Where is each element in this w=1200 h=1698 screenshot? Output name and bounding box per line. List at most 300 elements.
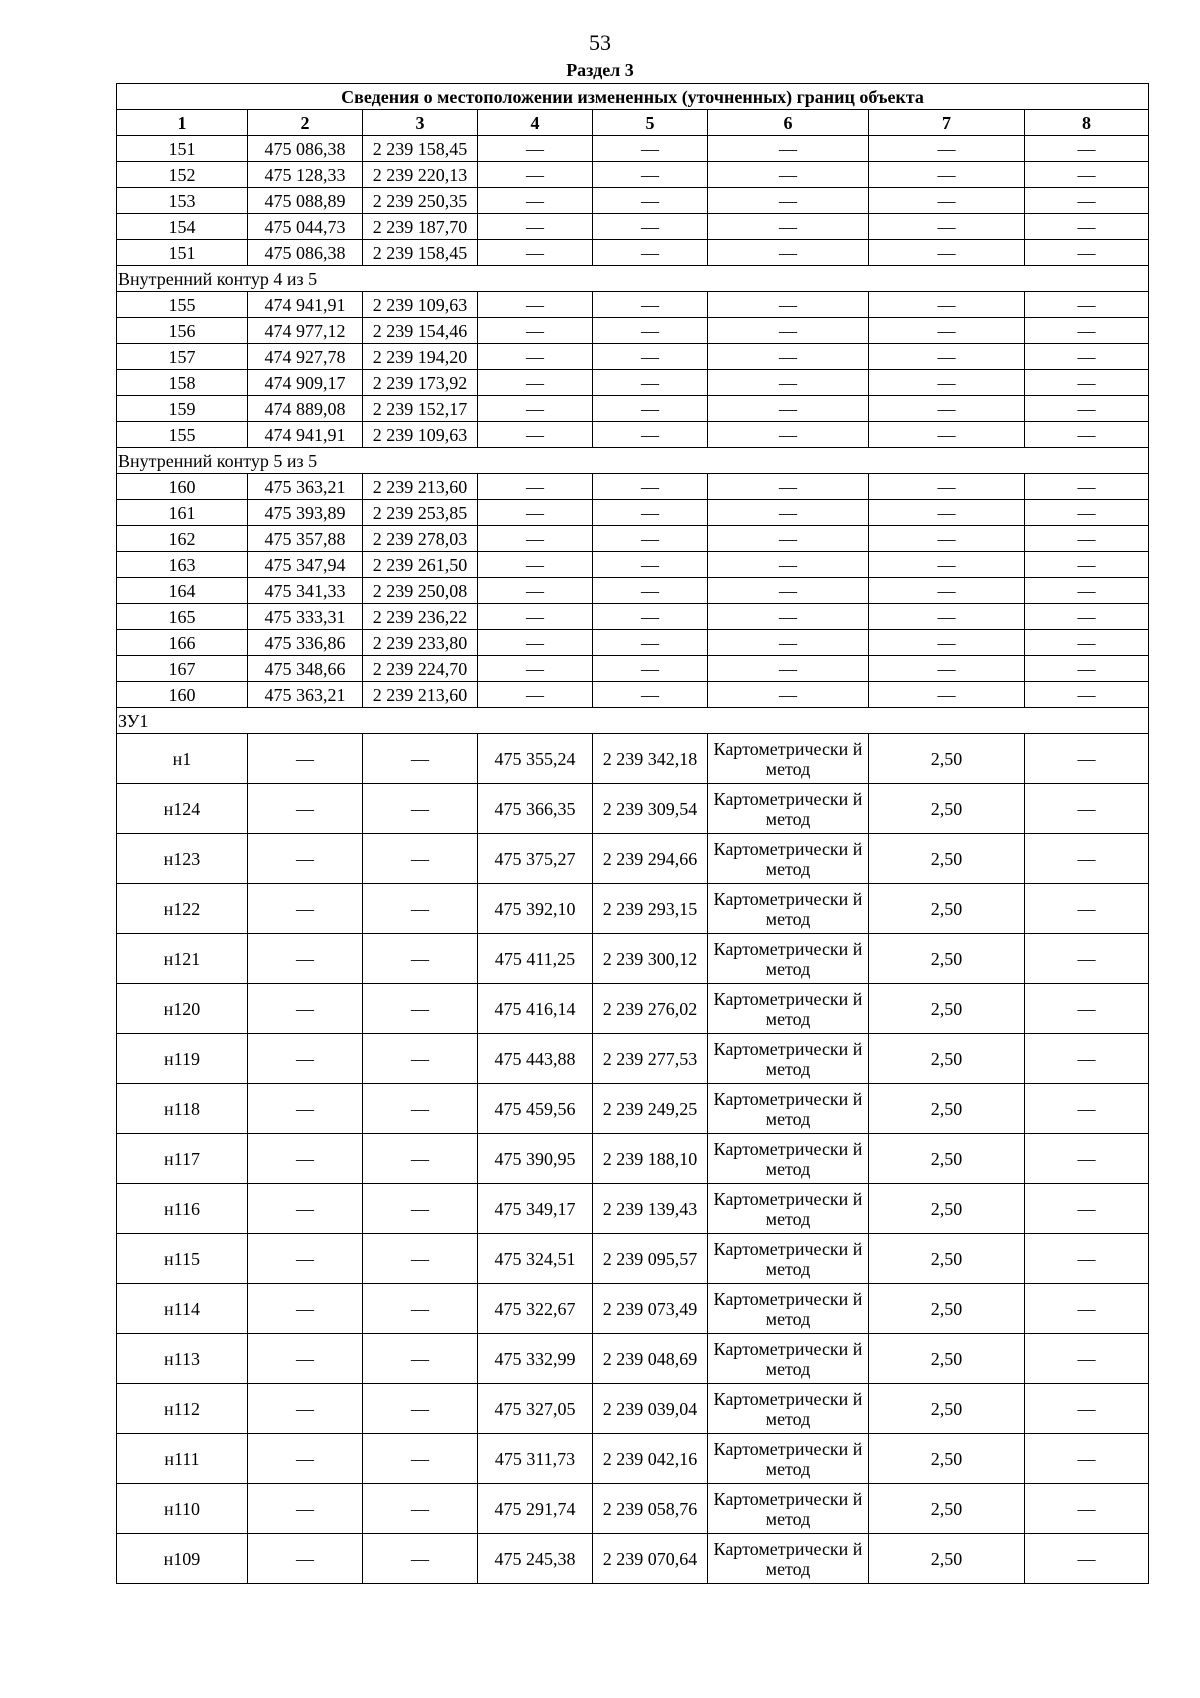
table-cell: 475 355,24 bbox=[478, 734, 593, 784]
table-row bbox=[117, 1084, 1149, 1134]
table-cell: — bbox=[593, 162, 708, 188]
table-cell: н111 bbox=[117, 1434, 248, 1484]
table-cell: — bbox=[1025, 1184, 1149, 1234]
table-cell: 475 291,74 bbox=[478, 1484, 593, 1534]
table-cell: — bbox=[478, 162, 593, 188]
table-cell: 2 239 213,60 bbox=[363, 682, 478, 708]
table-cell: — bbox=[1025, 656, 1149, 682]
table-cell: — bbox=[708, 396, 869, 422]
table-cell: — bbox=[478, 240, 593, 266]
table-cell: 2,50 bbox=[869, 1534, 1025, 1584]
table-row bbox=[117, 500, 1149, 526]
table-cell: — bbox=[708, 214, 869, 240]
table-cell: н113 bbox=[117, 1334, 248, 1384]
table-cell: — bbox=[869, 318, 1025, 344]
table-cell: — bbox=[1025, 578, 1149, 604]
table-cell: 2 239 187,70 bbox=[363, 214, 478, 240]
table-cell: 2 239 293,15 bbox=[593, 884, 708, 934]
table-cell: — bbox=[1025, 526, 1149, 552]
table-cell: — bbox=[478, 422, 593, 448]
table-cell: 2 239 139,43 bbox=[593, 1184, 708, 1234]
table-cell: 2 239 236,22 bbox=[363, 604, 478, 630]
table-cell: 475 392,10 bbox=[478, 884, 593, 934]
method-cell: Картометрически й метод bbox=[708, 1484, 869, 1534]
table-cell: — bbox=[478, 630, 593, 656]
table-cell: — bbox=[478, 578, 593, 604]
table-cell: — bbox=[248, 734, 363, 784]
contour-group-row bbox=[117, 448, 1149, 474]
table-cell: — bbox=[869, 422, 1025, 448]
table-cell: н119 bbox=[117, 1034, 248, 1084]
table-cell: — bbox=[363, 734, 478, 784]
table-cell: 164 bbox=[117, 578, 248, 604]
table-cell: 2 239 188,10 bbox=[593, 1134, 708, 1184]
table-cell: н123 bbox=[117, 834, 248, 884]
table-cell: 2 239 261,50 bbox=[363, 552, 478, 578]
table-cell: 474 977,12 bbox=[248, 318, 363, 344]
table-row bbox=[117, 884, 1149, 934]
table-cell: н122 bbox=[117, 884, 248, 934]
table-cell: — bbox=[478, 136, 593, 162]
table-cell: 2 239 249,25 bbox=[593, 1084, 708, 1134]
table-cell: 2 239 158,45 bbox=[363, 136, 478, 162]
table-cell: 2 239 213,60 bbox=[363, 474, 478, 500]
table-cell: 2 239 070,64 bbox=[593, 1534, 708, 1584]
table-cell: — bbox=[593, 214, 708, 240]
table-cell: — bbox=[1025, 784, 1149, 834]
table-cell: н114 bbox=[117, 1284, 248, 1334]
method-cell: Картометрически й метод bbox=[708, 784, 869, 834]
column-header: 1 bbox=[117, 110, 248, 136]
table-cell: 475 341,33 bbox=[248, 578, 363, 604]
table-cell: — bbox=[708, 162, 869, 188]
table-cell: — bbox=[1025, 162, 1149, 188]
table-cell: 2,50 bbox=[869, 884, 1025, 934]
table-cell: — bbox=[1025, 734, 1149, 784]
column-header: 8 bbox=[1025, 110, 1149, 136]
table-cell: — bbox=[363, 1334, 478, 1384]
page-number: 53 bbox=[589, 30, 611, 55]
table-cell: 155 bbox=[117, 292, 248, 318]
table-cell: 475 393,89 bbox=[248, 500, 363, 526]
table-cell: — bbox=[1025, 682, 1149, 708]
table-cell: 475 416,14 bbox=[478, 984, 593, 1034]
table-row bbox=[117, 784, 1149, 834]
table-cell: — bbox=[1025, 318, 1149, 344]
table-cell: — bbox=[1025, 1234, 1149, 1284]
table-row bbox=[117, 734, 1149, 784]
table-cell: — bbox=[248, 1234, 363, 1284]
column-header: 6 bbox=[708, 110, 869, 136]
table-cell: 475 128,33 bbox=[248, 162, 363, 188]
table-cell: — bbox=[869, 604, 1025, 630]
table-cell: — bbox=[363, 834, 478, 884]
table-cell: — bbox=[869, 630, 1025, 656]
table-row bbox=[117, 1234, 1149, 1284]
table-cell: 157 bbox=[117, 344, 248, 370]
table-cell: 2 239 220,13 bbox=[363, 162, 478, 188]
table-cell: 162 bbox=[117, 526, 248, 552]
table-cell: 158 bbox=[117, 370, 248, 396]
table-cell: — bbox=[593, 500, 708, 526]
table-cell: 475 375,27 bbox=[478, 834, 593, 884]
table-cell: 475 245,38 bbox=[478, 1534, 593, 1584]
table-cell: — bbox=[869, 682, 1025, 708]
table-row bbox=[117, 1334, 1149, 1384]
table-cell: — bbox=[593, 656, 708, 682]
table-cell: 475 366,35 bbox=[478, 784, 593, 834]
table-cell: — bbox=[708, 526, 869, 552]
table-row bbox=[117, 834, 1149, 884]
table-cell: — bbox=[1025, 934, 1149, 984]
table-row bbox=[117, 318, 1149, 344]
boundary-table bbox=[116, 83, 1149, 1584]
table-cell: — bbox=[1025, 1434, 1149, 1484]
table-row bbox=[117, 344, 1149, 370]
table-cell: 475 044,73 bbox=[248, 214, 363, 240]
table-cell: — bbox=[1025, 136, 1149, 162]
table-cell: н110 bbox=[117, 1484, 248, 1534]
table-cell: 2 239 277,53 bbox=[593, 1034, 708, 1084]
table-cell: 2 239 109,63 bbox=[363, 422, 478, 448]
table-cell: — bbox=[593, 526, 708, 552]
table-row bbox=[117, 1284, 1149, 1334]
table-cell: — bbox=[593, 552, 708, 578]
table-cell: н112 bbox=[117, 1384, 248, 1434]
table-cell: — bbox=[593, 474, 708, 500]
method-cell: Картометрически й метод bbox=[708, 1434, 869, 1484]
table-cell: — bbox=[869, 344, 1025, 370]
table-cell: — bbox=[248, 1534, 363, 1584]
table-cell: 161 bbox=[117, 500, 248, 526]
table-cell: — bbox=[869, 500, 1025, 526]
method-cell: Картометрически й метод bbox=[708, 1034, 869, 1084]
table-cell: 2,50 bbox=[869, 1284, 1025, 1334]
table-cell: — bbox=[1025, 1134, 1149, 1184]
table-cell: — bbox=[708, 552, 869, 578]
table-cell: 475 327,05 bbox=[478, 1384, 593, 1434]
table-cell: 2,50 bbox=[869, 1384, 1025, 1434]
table-cell: н115 bbox=[117, 1234, 248, 1284]
table-cell: — bbox=[1025, 474, 1149, 500]
table-cell: — bbox=[248, 834, 363, 884]
table-cell: — bbox=[363, 1434, 478, 1484]
column-header: 2 bbox=[248, 110, 363, 136]
table-cell: — bbox=[363, 1284, 478, 1334]
table-cell: — bbox=[478, 604, 593, 630]
table-cell: — bbox=[363, 1534, 478, 1584]
table-cell: 2,50 bbox=[869, 1234, 1025, 1284]
table-cell: — bbox=[363, 1184, 478, 1234]
table-cell: — bbox=[593, 240, 708, 266]
table-row bbox=[117, 934, 1149, 984]
table-cell: — bbox=[593, 422, 708, 448]
table-cell: 2 239 039,04 bbox=[593, 1384, 708, 1434]
method-cell: Картометрически й метод bbox=[708, 1234, 869, 1284]
table-cell: 474 941,91 bbox=[248, 422, 363, 448]
table-cell: 474 909,17 bbox=[248, 370, 363, 396]
table-cell: — bbox=[593, 136, 708, 162]
method-cell: Картометрически й метод bbox=[708, 834, 869, 884]
table-cell: — bbox=[478, 370, 593, 396]
table-cell: — bbox=[248, 1134, 363, 1184]
method-cell: Картометрически й метод bbox=[708, 1134, 869, 1184]
table-cell: — bbox=[248, 1384, 363, 1434]
table-cell: — bbox=[1025, 240, 1149, 266]
table-cell: — bbox=[869, 526, 1025, 552]
table-row bbox=[117, 1134, 1149, 1184]
table-row bbox=[117, 1034, 1149, 1084]
table-cell: — bbox=[1025, 1084, 1149, 1134]
table-cell: — bbox=[593, 682, 708, 708]
table-cell: — bbox=[708, 188, 869, 214]
table-row bbox=[117, 474, 1149, 500]
table-cell: — bbox=[1025, 1334, 1149, 1384]
column-number-row bbox=[117, 110, 1149, 136]
table-cell: 159 bbox=[117, 396, 248, 422]
table-cell: 475 363,21 bbox=[248, 682, 363, 708]
table-cell: — bbox=[1025, 1384, 1149, 1434]
table-body bbox=[117, 136, 1149, 1584]
table-row bbox=[117, 1384, 1149, 1434]
table-cell: 2 239 309,54 bbox=[593, 784, 708, 834]
table-cell: 2,50 bbox=[869, 984, 1025, 1034]
table-cell: 2 239 154,46 bbox=[363, 318, 478, 344]
table-cell: 2 239 194,20 bbox=[363, 344, 478, 370]
table-cell: — bbox=[248, 1334, 363, 1384]
table-cell: н120 bbox=[117, 984, 248, 1034]
method-cell: Картометрически й метод bbox=[708, 1284, 869, 1334]
section-title: Раздел 3 bbox=[566, 60, 634, 80]
table-cell: — bbox=[1025, 396, 1149, 422]
table-row bbox=[117, 292, 1149, 318]
table-cell: 475 336,86 bbox=[248, 630, 363, 656]
column-header: 4 bbox=[478, 110, 593, 136]
table-cell: — bbox=[363, 934, 478, 984]
table-cell: — bbox=[708, 422, 869, 448]
table-cell: — bbox=[363, 1234, 478, 1284]
table-cell: 475 357,88 bbox=[248, 526, 363, 552]
table-cell: — bbox=[869, 552, 1025, 578]
table-cell: 2 239 278,03 bbox=[363, 526, 478, 552]
table-cell: — bbox=[708, 604, 869, 630]
table-cell: — bbox=[478, 188, 593, 214]
method-cell: Картометрически й метод bbox=[708, 1534, 869, 1584]
table-cell: — bbox=[363, 1034, 478, 1084]
method-cell: Картометрически й метод bbox=[708, 1184, 869, 1234]
contour-label: Внутренний контур 5 из 5 bbox=[117, 448, 1149, 474]
table-cell: — bbox=[1025, 630, 1149, 656]
table-cell: — bbox=[708, 630, 869, 656]
table-cell: 2 239 233,80 bbox=[363, 630, 478, 656]
table-cell: — bbox=[593, 396, 708, 422]
table-cell: — bbox=[708, 500, 869, 526]
table-cell: — bbox=[869, 474, 1025, 500]
table-cell: 475 333,31 bbox=[248, 604, 363, 630]
table-cell: 2 239 042,16 bbox=[593, 1434, 708, 1484]
table-row bbox=[117, 136, 1149, 162]
table-cell: — bbox=[1025, 604, 1149, 630]
table-cell: 2 239 276,02 bbox=[593, 984, 708, 1034]
table-cell: — bbox=[363, 784, 478, 834]
table-cell: — bbox=[248, 1434, 363, 1484]
table-cell: — bbox=[869, 136, 1025, 162]
table-cell: н121 bbox=[117, 934, 248, 984]
table-cell: 2 239 048,69 bbox=[593, 1334, 708, 1384]
table-cell: — bbox=[708, 474, 869, 500]
table-cell: 475 348,66 bbox=[248, 656, 363, 682]
method-cell: Картометрически й метод bbox=[708, 1384, 869, 1434]
table-cell: — bbox=[593, 188, 708, 214]
method-cell: Картометрически й метод bbox=[708, 734, 869, 784]
table-cell: — bbox=[248, 984, 363, 1034]
table-cell: 153 bbox=[117, 188, 248, 214]
table-cell: 475 086,38 bbox=[248, 240, 363, 266]
table-cell: — bbox=[1025, 344, 1149, 370]
table-cell: 2 239 058,76 bbox=[593, 1484, 708, 1534]
table-cell: 475 332,99 bbox=[478, 1334, 593, 1384]
table-cell: — bbox=[593, 604, 708, 630]
method-cell: Картометрически й метод bbox=[708, 934, 869, 984]
table-cell: — bbox=[363, 1384, 478, 1434]
table-cell: 2 239 294,66 bbox=[593, 834, 708, 884]
table-cell: 2 239 073,49 bbox=[593, 1284, 708, 1334]
table-cell: — bbox=[593, 292, 708, 318]
table-row bbox=[117, 1184, 1149, 1234]
method-cell: Картометрически й метод bbox=[708, 1084, 869, 1134]
table-cell: 163 bbox=[117, 552, 248, 578]
table-cell: 2,50 bbox=[869, 1434, 1025, 1484]
table-cell: н1 bbox=[117, 734, 248, 784]
table-cell: — bbox=[708, 292, 869, 318]
table-row bbox=[117, 1534, 1149, 1584]
column-header: 7 bbox=[869, 110, 1025, 136]
table-cell: — bbox=[869, 240, 1025, 266]
table-cell: 165 bbox=[117, 604, 248, 630]
table-cell: — bbox=[1025, 1034, 1149, 1084]
table-cell: — bbox=[1025, 1284, 1149, 1334]
table-cell: 2,50 bbox=[869, 1134, 1025, 1184]
table-row bbox=[117, 630, 1149, 656]
table-cell: — bbox=[708, 344, 869, 370]
table-cell: 160 bbox=[117, 474, 248, 500]
table-cell: 2,50 bbox=[869, 1034, 1025, 1084]
table-cell: — bbox=[1025, 214, 1149, 240]
table-cell: — bbox=[869, 162, 1025, 188]
table-cell: 2 239 253,85 bbox=[363, 500, 478, 526]
table-cell: — bbox=[478, 552, 593, 578]
table-row bbox=[117, 682, 1149, 708]
table-cell: — bbox=[1025, 422, 1149, 448]
table-cell: — bbox=[248, 1484, 363, 1534]
table-row bbox=[117, 526, 1149, 552]
table-cell: — bbox=[1025, 1484, 1149, 1534]
table-cell: — bbox=[363, 1484, 478, 1534]
table-cell: — bbox=[869, 396, 1025, 422]
table-cell: 475 390,95 bbox=[478, 1134, 593, 1184]
table-cell: — bbox=[869, 188, 1025, 214]
table-cell: 474 941,91 bbox=[248, 292, 363, 318]
table-cell: 475 459,56 bbox=[478, 1084, 593, 1134]
table-cell: — bbox=[363, 984, 478, 1034]
table-cell: 2,50 bbox=[869, 834, 1025, 884]
table-cell: — bbox=[248, 1284, 363, 1334]
column-header: 5 bbox=[593, 110, 708, 136]
method-cell: Картометрически й метод bbox=[708, 884, 869, 934]
table-row bbox=[117, 214, 1149, 240]
table-cell: 2,50 bbox=[869, 1334, 1025, 1384]
table-cell: — bbox=[593, 370, 708, 396]
table-row bbox=[117, 1484, 1149, 1534]
table-cell: 2,50 bbox=[869, 1084, 1025, 1134]
table-row bbox=[117, 552, 1149, 578]
table-cell: 2 239 342,18 bbox=[593, 734, 708, 784]
table-cell: — bbox=[1025, 292, 1149, 318]
table-cell: — bbox=[248, 934, 363, 984]
table-row bbox=[117, 1434, 1149, 1484]
method-cell: Картометрически й метод bbox=[708, 1334, 869, 1384]
table-cell: 2,50 bbox=[869, 1484, 1025, 1534]
table-cell: — bbox=[1025, 984, 1149, 1034]
table-cell: 474 889,08 bbox=[248, 396, 363, 422]
table-cell: 2 239 152,17 bbox=[363, 396, 478, 422]
table-cell: н124 bbox=[117, 784, 248, 834]
table-cell: — bbox=[248, 884, 363, 934]
table-cell: — bbox=[478, 656, 593, 682]
table-row bbox=[117, 162, 1149, 188]
table-cell: н116 bbox=[117, 1184, 248, 1234]
table-cell: 2 239 250,35 bbox=[363, 188, 478, 214]
table-cell: 2 239 224,70 bbox=[363, 656, 478, 682]
table-cell: — bbox=[593, 318, 708, 344]
table-cell: н117 bbox=[117, 1134, 248, 1184]
table-cell: 2 239 158,45 bbox=[363, 240, 478, 266]
method-cell: Картометрически й метод bbox=[708, 984, 869, 1034]
table-cell: — bbox=[478, 474, 593, 500]
table-cell: — bbox=[869, 214, 1025, 240]
table-cell: — bbox=[708, 578, 869, 604]
table-cell: 2 239 250,08 bbox=[363, 578, 478, 604]
table-cell: — bbox=[478, 500, 593, 526]
contour-label: Внутренний контур 4 из 5 bbox=[117, 266, 1149, 292]
contour-group-row bbox=[117, 266, 1149, 292]
table-row bbox=[117, 604, 1149, 630]
table-cell: — bbox=[869, 578, 1025, 604]
table-cell: 2,50 bbox=[869, 1184, 1025, 1234]
table-cell: — bbox=[363, 1134, 478, 1184]
table-cell: — bbox=[478, 214, 593, 240]
table-cell: — bbox=[478, 344, 593, 370]
table-cell: — bbox=[708, 656, 869, 682]
contour-label: ЗУ1 bbox=[117, 708, 1149, 734]
table-cell: н118 bbox=[117, 1084, 248, 1134]
table-cell: — bbox=[478, 682, 593, 708]
table-cell: 2,50 bbox=[869, 784, 1025, 834]
table-cell: н109 bbox=[117, 1534, 248, 1584]
table-cell: — bbox=[708, 682, 869, 708]
table-cell: — bbox=[708, 370, 869, 396]
table-cell: — bbox=[1025, 370, 1149, 396]
table-row bbox=[117, 240, 1149, 266]
table-cell: — bbox=[869, 656, 1025, 682]
table-cell: — bbox=[478, 526, 593, 552]
table-cell: 474 927,78 bbox=[248, 344, 363, 370]
table-cell: — bbox=[1025, 188, 1149, 214]
table-cell: 2 239 095,57 bbox=[593, 1234, 708, 1284]
table-cell: 475 322,67 bbox=[478, 1284, 593, 1334]
table-cell: 2 239 109,63 bbox=[363, 292, 478, 318]
table-cell: — bbox=[708, 136, 869, 162]
